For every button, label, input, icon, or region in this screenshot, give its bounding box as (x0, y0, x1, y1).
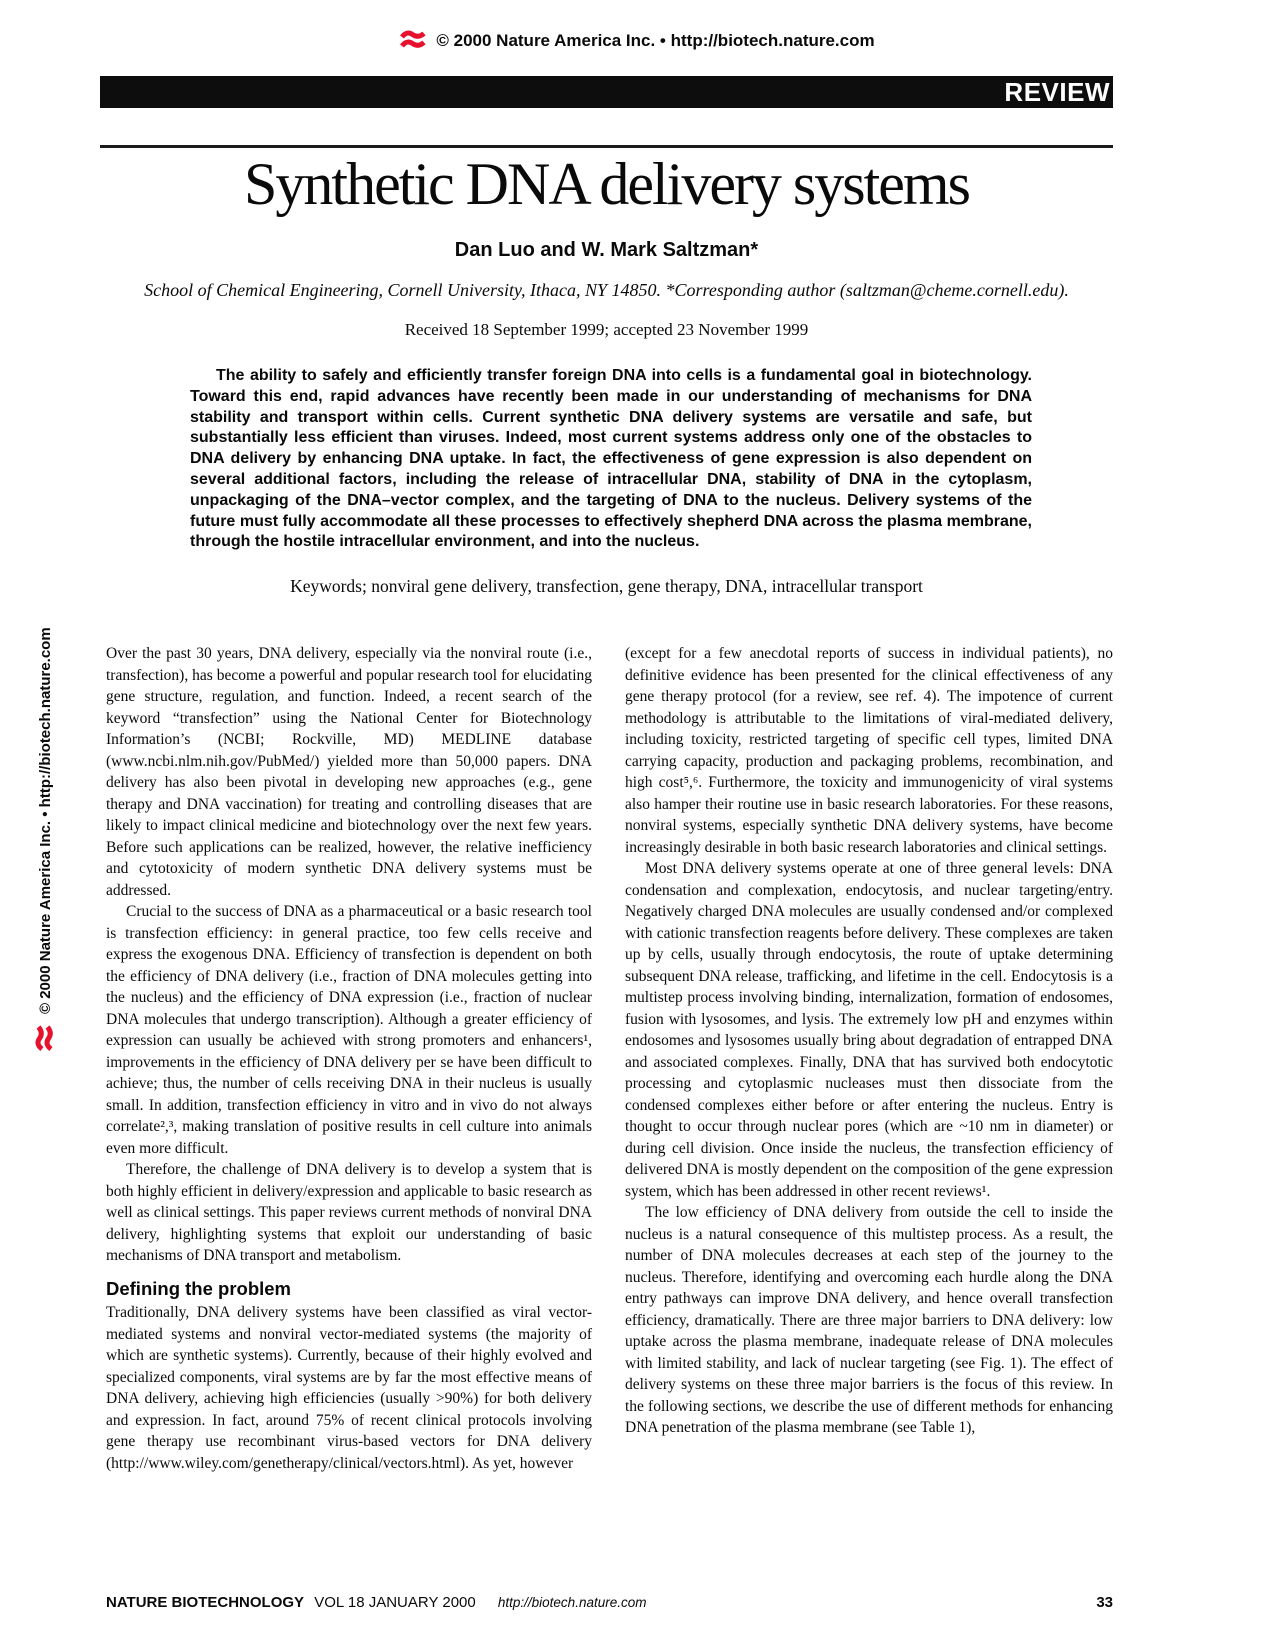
body-paragraph: The low efficiency of DNA delivery from outside the cell to inside the nucleus is a natural consequence of this multistep process. As a result, the number of DNA molecules decreases at each step of the journey to the nucleus. Therefore, identifying and overcoming each hurdle along the DNA entry pathways can improve DNA delivery, and hence overall transfection efficiency, dramatically. There are three major barriers to DNA delivery: low uptake across the plasma membrane, inadequate release of DNA molecules with limited stability, and lack of nuclear targeting (see Fig. 1). The effect of delivery systems on these three major barriers is the focus of this review. In the following sections, we describe the use of different methods for enhancing DNA penetration of the plasma membrane (see Table 1), (625, 1204, 1113, 1436)
page-footer (106, 1594, 1113, 1611)
body-paragraph: Over the past 30 years, DNA delivery, especially via the nonviral route (i.e., transfection), has become a powerful and popular research tool for elucidating gene structure, regulation, and function. Indeed, a recent search of the keyword “transfection” using the National Center for Biotechnology Information’s (NCBI; Rockville, MD) MEDLINE database (www.ncbi.nlm.nih.gov/PubMed/) yielded more than 50,000 papers. DNA delivery has also been pivotal in developing new approaches (e.g., gene therapy and DNA vaccination) for treating and controlling diseases that are likely to impact clinical medicine and biotechnology over the next few years. Before such applications can be realized, however, the relative inefficiency and cytotoxicity of modern synthetic DNA delivery systems must be addressed. (106, 645, 592, 899)
abstract: The ability to safely and efficiently transfer foreign DNA into cells is a fundamental goal in biotechnology. Toward this end, rapid advances have recently been made in our understanding of mechanisms for DNA stability and transport within cells. Current synthetic DNA delivery systems are versatile and safe, but substantially less efficient than viruses. Indeed, most current systems address only one of the obstacles to DNA delivery by enhancing DNA uptake. In fact, the effectiveness of gene expression is also dependent on several additional factors, including the release of intracellular DNA, stability of DNA in the cytoplasm, unpackaging of the DNA–vector complex, and the targeting of DNA to the nucleus. Delivery systems of the future must fully accommodate all these processes to effectively shepherd DNA across the plasma membrane, through the hostile intracellular environment, and into the nucleus. (190, 367, 1032, 551)
title-rule (100, 145, 1113, 148)
received-dates: Received 18 September 1999; accepted 23 November 1999 (404, 320, 809, 339)
keywords-line: Keywords; nonviral gene delivery, transfection, gene therapy, DNA, intracellular transport (290, 576, 923, 596)
header-copyright-text: © 2000 Nature America Inc. • http://biotech.nature.com (436, 30, 875, 50)
footer-page-number: 33 (1096, 1594, 1113, 1611)
section-heading-defining-the-problem: Defining the problem (106, 1277, 291, 1299)
right-column (625, 643, 1113, 1439)
body-paragraph: Therefore, the challenge of DNA delivery is to develop a system that is both highly efficient in delivery/expression and applicable to basic research as well as clinical settings. This paper reviews current methods of nonviral DNA delivery, highlighting systems that exploit our understanding of basic mechanisms of DNA transport and metabolism. (106, 1161, 592, 1264)
sidebar-copyright-text: © 2000 Nature America Inc. • http://biotech.nature.com (36, 627, 54, 1014)
review-banner-label: REVIEW (1004, 76, 1110, 107)
body-paragraph: Traditionally, DNA delivery systems have been classified as viral vector-mediated systems and nonviral vector-mediated systems (the majority of which are synthetic systems). Currently, because of their highly evolved and specialized components, viral systems are by far the most effective means of DNA delivery, achieving high efficiencies (usually >90%) for both delivery and expression. In fact, around 75% of recent clinical protocols involving gene therapy use recombinant virus-based vectors for DNA delivery (http://www.wiley.com/genetherapy/clinical/vectors.html). As yet, however (106, 1304, 592, 1472)
body-paragraph: Most DNA delivery systems operate at one of three general levels: DNA condensation and complexation, endocytosis, and nuclear targeting/entry. Negatively charged DNA molecules are usually condensed and/or complexed with cationic transfection reagents before delivery. These complexes are taken up by cells, usually through endocytosis, the route of uptake determining subsequent DNA release, trafficking, and lifetime in the cell. Endocytosis is a multistep process involving binding, internalization, formation of endosomes, fusion with lysosomes, and lysis. The extremely low pH and enzymes within endosomes and lysosomes usually bring about degradation of entrapped DNA and associated complexes. Finally, DNA that has survived both endocytotic processing and cytoplasmic nucleases must then dissociate from the condensed complexes either before or after entering the nucleus. Entry is thought to occur through nuclear pores (which are ~10 nm in diameter) or during cell division. Once inside the nucleus, the transfection efficiency of delivered DNA is mostly dependent on the composition of the gene expression system, which has been addressed in other recent reviews¹. (625, 860, 1113, 1200)
article-affiliation: School of Chemical Engineering, Cornell University, Ithaca, NY 14850. *Corresponding author (saltzman@cheme.cornell.edu). (144, 280, 1069, 300)
page-header (0, 30, 1275, 51)
article-authors: Dan Luo and W. Mark Saltzman* (454, 239, 759, 261)
body-paragraph: (except for a few anecdotal reports of success in individual patients), no definitive evidence has been presented for the clinical effectiveness of any gene therapy protocol (for a review, see ref. 4). The impotence of current methodology is attributable to the limitations of viral-mediated delivery, including toxicity, restricted targeting of specific cell types, limited DNA carrying capacity, production and packaging problems, recombination, and high cost⁵,⁶. Furthermore, the toxicity and immunogenicity of viral systems also hamper their routine use in basic research laboratories. For these reasons, nonviral systems, especially synthetic DNA delivery systems, have become increasingly desirable in both basic research laboratories and clinical settings. (625, 645, 1113, 856)
left-column (106, 643, 592, 1474)
article-title: Synthetic DNA delivery systems (244, 151, 969, 217)
footer-volume-date: VOL 18 JANUARY 2000 (314, 1594, 476, 1611)
sidebar-copyright-strip (30, 581, 60, 1051)
nature-logo-icon (35, 1024, 56, 1051)
review-banner (100, 76, 1113, 108)
nature-logo-icon (400, 30, 427, 51)
footer-journal-name: NATURE BIOTECHNOLOGY (106, 1594, 305, 1611)
footer-url: http://biotech.nature.com (497, 1595, 647, 1610)
body-paragraph: Crucial to the success of DNA as a pharmaceutical or a basic research tool is transfection efficiency: in general practice, too few cells receive and express the exogenous DNA. Efficiency of transfection is dependent on both the efficiency of DNA delivery (i.e., fraction of DNA molecules getting into the nucleus) and the efficiency of DNA expression (i.e., fraction of nuclear DNA molecules that undergo transcription). Although a greater efficiency of expression can usually be achieved with strong promoters and enhancers¹, improvements in the efficiency of DNA delivery per se have been difficult to achieve; thus, the number of cells receiving DNA in their nucleus is usually small. In addition, transfection efficiency in vitro and in vivo do not always correlate²,³, making translation of positive results in cell culture into animals even more difficult. (106, 903, 592, 1157)
